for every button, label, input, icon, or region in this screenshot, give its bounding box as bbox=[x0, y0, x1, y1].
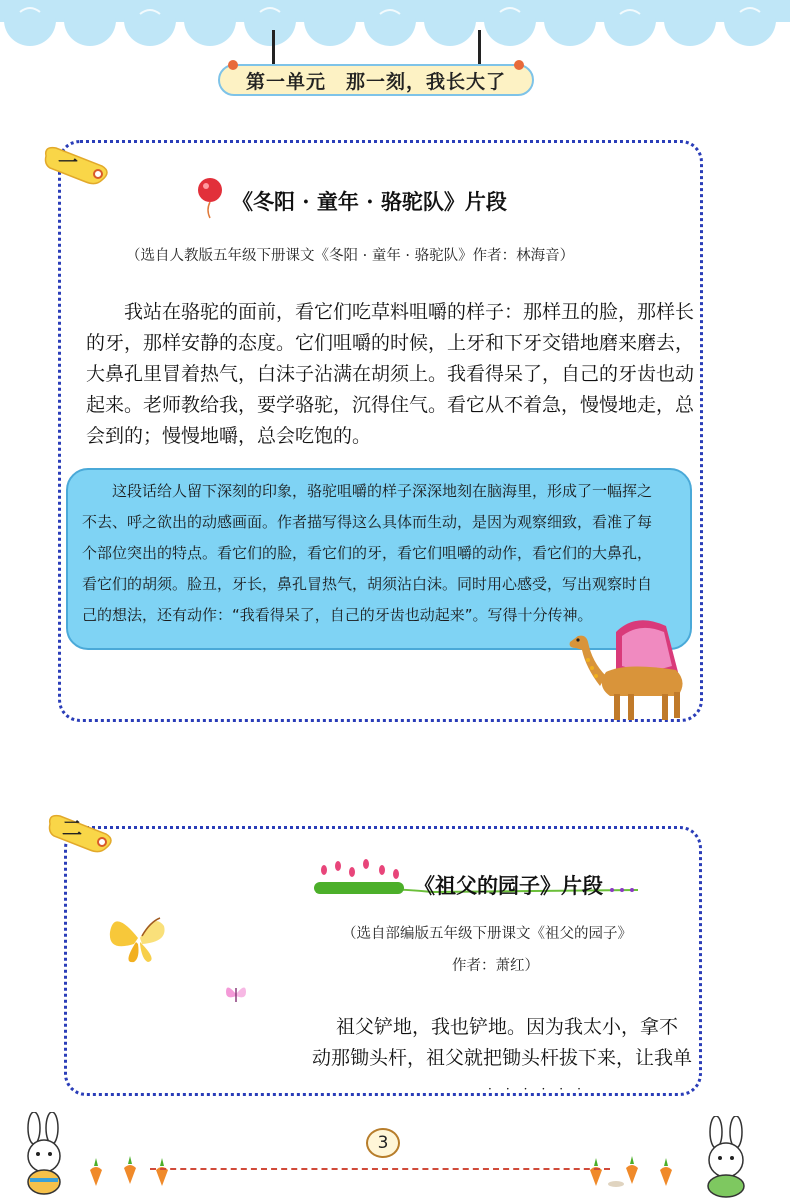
section-one-paragraph bbox=[86, 297, 694, 452]
comment-line: 个部位突出的特点。看它们的脸，看它们的牙，看它们咀嚼的动作，看它们的大鼻孔， bbox=[82, 544, 653, 562]
comment-line: 不去、呼之欲出的动感画面。作者描写得这么具体而生动，是因为观察细致，看准了每 bbox=[82, 513, 653, 531]
carrots-right-decoration bbox=[580, 1150, 690, 1190]
emphasis-dots: ······ bbox=[488, 1082, 595, 1096]
balloon-icon bbox=[196, 176, 224, 220]
section-two-author: 作者：萧红） bbox=[452, 958, 539, 974]
page-number: 3 bbox=[366, 1128, 400, 1158]
banner-hanger-right bbox=[478, 30, 481, 68]
paragraph-line: 的牙，那样安静的态度。它们咀嚼的时候，上牙和下牙交错地磨来磨去， bbox=[86, 332, 695, 354]
pin-icon bbox=[514, 60, 524, 70]
rabbit-right-illustration bbox=[694, 1116, 760, 1198]
section-one-number: 一 bbox=[58, 150, 78, 174]
rabbit-left-illustration bbox=[14, 1112, 74, 1198]
paragraph-line: 祖父铲地，我也铲地。因为我太小，拿不 bbox=[336, 1016, 679, 1038]
small-butterfly-icon bbox=[222, 980, 250, 1008]
comment-line: 看它们的胡须。脸丑，牙长，鼻孔冒热气，胡须沾白沫。同时用心感受，写出观察时自 bbox=[82, 575, 653, 593]
section-two-paragraph bbox=[312, 1012, 692, 1074]
camel-illustration bbox=[566, 612, 696, 722]
section-two-number: 二 bbox=[62, 816, 82, 840]
section-one-source: （选自人教版五年级下册课文《冬阳 · 童年 · 骆驼队》作者：林海音） bbox=[126, 248, 575, 264]
banner-hanger-left bbox=[272, 30, 275, 68]
unit-title: 第一单元 那一刻，我长大了 bbox=[245, 70, 506, 93]
top-scallop-decoration bbox=[0, 0, 790, 48]
pin-icon bbox=[228, 60, 238, 70]
unit-title-banner bbox=[218, 64, 534, 96]
paragraph-line: 动那锄头杆，祖父就把锄头杆拔下来，让我单 bbox=[312, 1047, 693, 1069]
footer-dashed-line bbox=[150, 1168, 610, 1170]
comment-text bbox=[82, 476, 682, 631]
paragraph-line: 我站在骆驼的面前，看它们吃草料咀嚼的样子：那样丑的脸，那样长 bbox=[86, 301, 695, 323]
comment-line: 己的想法，还有动作：“我看得呆了，自己的牙齿也动起来”。写得十分传神。 bbox=[82, 606, 593, 624]
paragraph-line: 起来。老师教给我，要学骆驼，沉得住气。看它从不着急，慢慢地走，总 bbox=[86, 394, 695, 416]
carrots-left-decoration bbox=[80, 1150, 180, 1190]
section-two-title: 《祖父的园子》片段 bbox=[414, 873, 603, 898]
section-one-title: 《冬阳 · 童年 · 骆驼队》片段 bbox=[232, 189, 507, 214]
butterfly-icon bbox=[104, 902, 174, 972]
comment-line: 这段话给人留下深刻的印象，骆驼咀嚼的样子深深地刻在脑海里，形成了一幅挥之 bbox=[82, 482, 653, 500]
paragraph-line: 大鼻孔里冒着热气，白沫子沾满在胡须上。我看得呆了，自己的牙齿也动 bbox=[86, 363, 695, 385]
paragraph-line: 会到的；慢慢地嚼，总会吃饱的。 bbox=[86, 425, 372, 447]
section-two-source: （选自部编版五年级下册课文《祖父的园子》 bbox=[342, 926, 632, 942]
